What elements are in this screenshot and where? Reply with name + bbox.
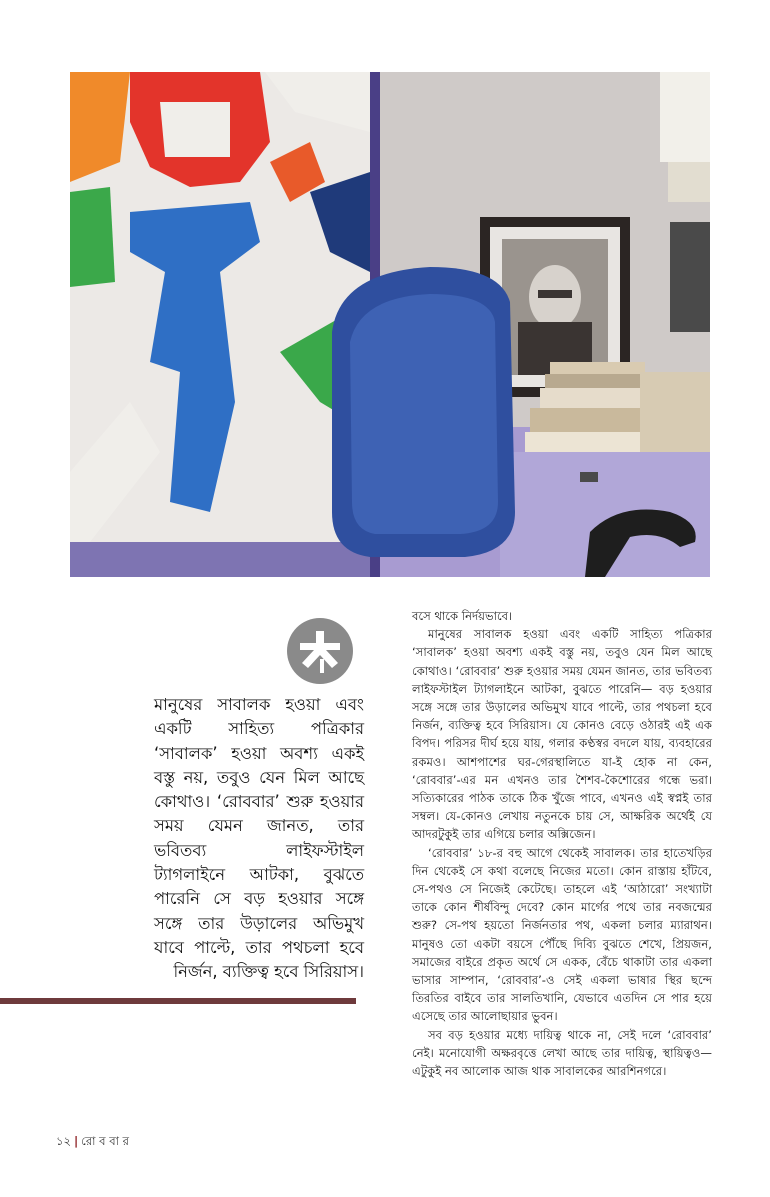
feature-photo [70,72,710,577]
page-number: ১২ [56,1134,71,1148]
magazine-logo-icon [286,617,354,685]
article-body [412,607,712,1080]
decorative-rule [0,998,356,1004]
footer-separator: | [73,1134,79,1148]
body-paragraph: ‘রোববার’ ১৮-র বহু আগে থেকেই সাবালক। তার হাতেখড়ির দিন থেকেই সে কথা বলেছে নিজের মতো। কোন রাস্তায় হাঁটবে, সে-পথও সে নিজেই কেটেছে। তাহলে এই ‘আঠারো’ সংখ্যাটা তাকে কোন শীর্ষবিন্দু দেবে? কোন মার্গের পথে তার নবজন্মের শুরু? সে-পথ হয়তো নির্জনতার পথ, একলা চলার ম্যারাথন। মানুষও তো একটা বয়সে পৌঁছে দিব্যি বুঝতে শেখে, প্রিয়জন, সমাজের বাইরে প্রকৃত অর্থে সে একক, বেঁচে থাকাটা তার একলা ভাসার সাম্পান, ‘রোববার’-ও সেই একলা ভাষার স্থির ছন্দে তিরতির বাইবে তার সালতিখানি, যেভাবে এতদিন সে পার হয়ে এসেছে তার আলোছায়ার ভুবন। [412,845,712,1024]
magazine-name: রো ব বা র [81,1134,129,1148]
page-footer [56,1133,129,1152]
body-paragraph: বসে থাকে নির্দয়ভাবে। [412,609,513,623]
pull-quote: মানুষের সাবালক হওয়া এবং একটি সাহিত্য পত্রিকার ‘সাবালক’ হওয়া অবশ্য একই বস্তু নয়, তবুও যেন মিল আছে কোথাও। ‘রোববার’ শুরু হওয়ার সময় যেমন জানত, তার ভবিতব্য লাইফস্টাইল ট্যাগলাইনে আটকা, বুঝতে পারেনি সে বড় হওয়ার সঙ্গে সঙ্গে তার উড়ালের অভিমুখ যাবে পাল্টে, তার পথচলা হবে নির্জন, ব্যক্তিত্ব হবে সিরিয়াস। [154,695,364,982]
body-paragraph: সব বড় হওয়ার মধ্যে দায়িত্ব থাকে না, সেই দলে ‘রোববার’ নেই। মনোযোগী অক্ষরবৃত্তে লেখা আছে তার দায়িত্ব, স্থায়িত্বও— এটুকুই নব আলোক আজ থাক সাবালকের আরশিনগরে। [412,1027,712,1079]
office-photo-illustration [70,72,710,577]
body-paragraph: মানুষের সাবালক হওয়া এবং একটি সাহিত্য পত্রিকার ‘সাবালক’ হওয়া অবশ্য একই বস্তু নয়, তবুও যেন মিল আছে কোথাও। ‘রোববার’ শুরু হওয়ার সময় যেমন জানত, তার ভবিতব্য লাইফস্টাইল ট্যাগলাইনে আটকা, বুঝতে পারেনি— বড় হওয়ার সঙ্গে সঙ্গে তার উড়ালের অভিমুখ যাবে পাল্টে, তার পথচলা হবে নির্জন, ব্যক্তিত্ব হবে সিরিয়াস। যে কোনও বেড়ে ওঠারই এই এক বিপদ। পরিসর দীর্ঘ হয়ে যায়, গলার কণ্ঠস্বর বদলে যায়, ব্যবহারের রকমও। আশপাশের ঘর-গেরস্থালিতে যা-ই হোক না কেন, ‘রোববার’-এর মন এখনও তার শৈশব-কৈশোরের গন্ধে ভরা। সত্যিকারের পাঠক তাকে ঠিক খুঁজে পাবে, এখনও এই স্বপ্নই তার সম্বল। যে-কোনও লেখায় নতুনকে চায় সে, আক্ষরিক অর্থেই যে আদরটুকুই তার এগিয়ে চলার অক্সিজেন। [412,627,712,842]
